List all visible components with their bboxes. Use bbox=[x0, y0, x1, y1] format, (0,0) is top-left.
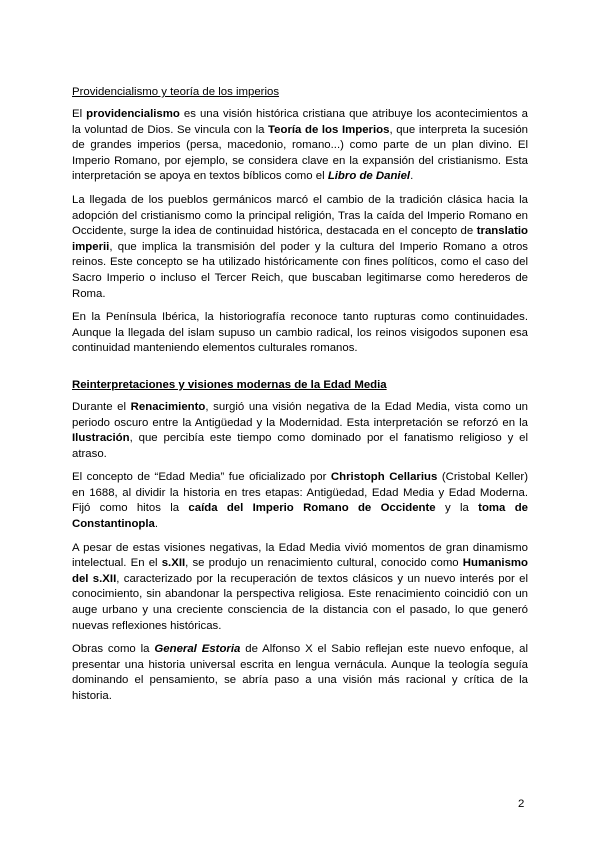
text-run: , que implica la transmisión del poder y la cultura del Imperio Romano a otros reinos. Este concepto se ha utilizado históricamente con fines políticos, como el caso del Sacro Imperio o incluso el Tercer Reich, que buscaban legitimarse como herederos de Roma. bbox=[72, 240, 528, 300]
text-run: El concepto de “Edad Media” fue oficializado por bbox=[72, 471, 331, 484]
text-run: y la bbox=[435, 502, 479, 515]
bold-term: caída del Imperio Romano de Occidente bbox=[188, 502, 436, 515]
section-body bbox=[72, 400, 528, 705]
text-run: En la Península Ibérica, la historiografía reconoce tanto rupturas como continuidades. Aunque la llegada del islam supuso un cambio radical, los reinos visigodos suponen esa continuidad manteniendo elementos culturales romanos. bbox=[72, 311, 528, 355]
text-run: , caracterizado por la recuperación de textos clásicos y un nuevo interés por el conocimiento, sin abandonar la perspectiva religiosa. Este renacimiento coincidió con un auge urbano y una creciente consciencia de la distancia con el pasado, lo que generó nuevas reflexiones históricas. bbox=[72, 572, 528, 632]
text-run: . bbox=[410, 170, 414, 183]
text-run: de Alfonso X el Sabio reflejan este nuevo enfoque, al presentar una historia universal escrita en lengua vernácula. Aunque la teología seguía dominando el pensamiento, se abría paso a una visión más racional y crítica de la historia. bbox=[72, 643, 529, 702]
section-heading-reinterpretaciones: Reinterpretaciones y visiones modernas de la Edad Media bbox=[72, 378, 387, 391]
bold-term: Ilustración bbox=[72, 432, 130, 445]
text-run: , que interpreta la sucesión de grandes imperios (persa, macedonio, romano...) como parte de un plan divino. El Imperio Romano, por ejemplo, se considera clave en la expansión del cristianismo. Esta interpretación se apoya en textos bíblicos como el bbox=[72, 123, 528, 183]
paragraph bbox=[72, 310, 528, 357]
text-run: , se produjo un renacimiento cultural, conocido como bbox=[185, 557, 463, 570]
section-heading-providencialismo: Providencialismo y teoría de los imperios bbox=[72, 86, 280, 98]
text-run: (Cristobal Keller) en 1688, al dividir la historia en tres etapas: Antigüedad, Edad Media y Edad Moderna. Fijó como hitos la bbox=[72, 471, 528, 515]
section-gap bbox=[72, 365, 528, 378]
paragraph bbox=[72, 107, 528, 185]
bold-term: Renacimiento bbox=[130, 400, 206, 413]
text-run: El bbox=[72, 108, 87, 120]
work-title: Libro de Daniel bbox=[327, 170, 411, 183]
bold-term: translatio imperii bbox=[72, 225, 528, 253]
text-run: Durante el bbox=[72, 400, 131, 413]
paragraph bbox=[72, 193, 528, 302]
page-number: 2 bbox=[518, 798, 525, 810]
paragraph bbox=[72, 642, 528, 704]
text-run: . bbox=[154, 518, 159, 531]
text-run: , surgió una visión negativa de la Edad Media, vista como un periodo oscuro entre la Antigüedad y la Modernidad. Esta interpretación se reforzó en la bbox=[72, 400, 529, 429]
bold-term: providencialismo bbox=[86, 108, 180, 120]
bold-term: Christoph Cellarius bbox=[330, 471, 438, 484]
paragraph bbox=[72, 470, 528, 532]
text-run: La llegada de los pueblos germánicos marcó el cambio de la tradición clásica hacia la adopción del cristianismo como la principal religión, Tras la caída del Imperio Romano en Occidente, surge la idea de continuidad histórica, destacada en el concepto de bbox=[72, 193, 528, 238]
text-run: es una visión histórica cristiana que atribuye los acontecimientos a la voluntad de Dios. Se vincula con la bbox=[72, 108, 528, 136]
text-run: A pesar de estas visiones negativas, la Edad Media vivió momentos de gran dinamismo intelectual. En el bbox=[72, 541, 528, 570]
text-run: , que percibía este tiempo como dominado por el fanatismo religioso y el atraso. bbox=[72, 432, 528, 460]
paragraph bbox=[72, 541, 528, 635]
page-content bbox=[72, 85, 528, 713]
text-run: Obras como la bbox=[72, 643, 155, 656]
paragraph bbox=[72, 400, 528, 462]
bold-term: Humanismo del s.XII bbox=[72, 557, 528, 585]
work-title: General Estoria bbox=[154, 643, 241, 656]
bold-term: toma de Constantinopla bbox=[72, 502, 528, 531]
bold-term: Teoría de los Imperios bbox=[268, 123, 390, 136]
bold-term: s.XII bbox=[161, 557, 186, 570]
section-body bbox=[72, 107, 528, 357]
